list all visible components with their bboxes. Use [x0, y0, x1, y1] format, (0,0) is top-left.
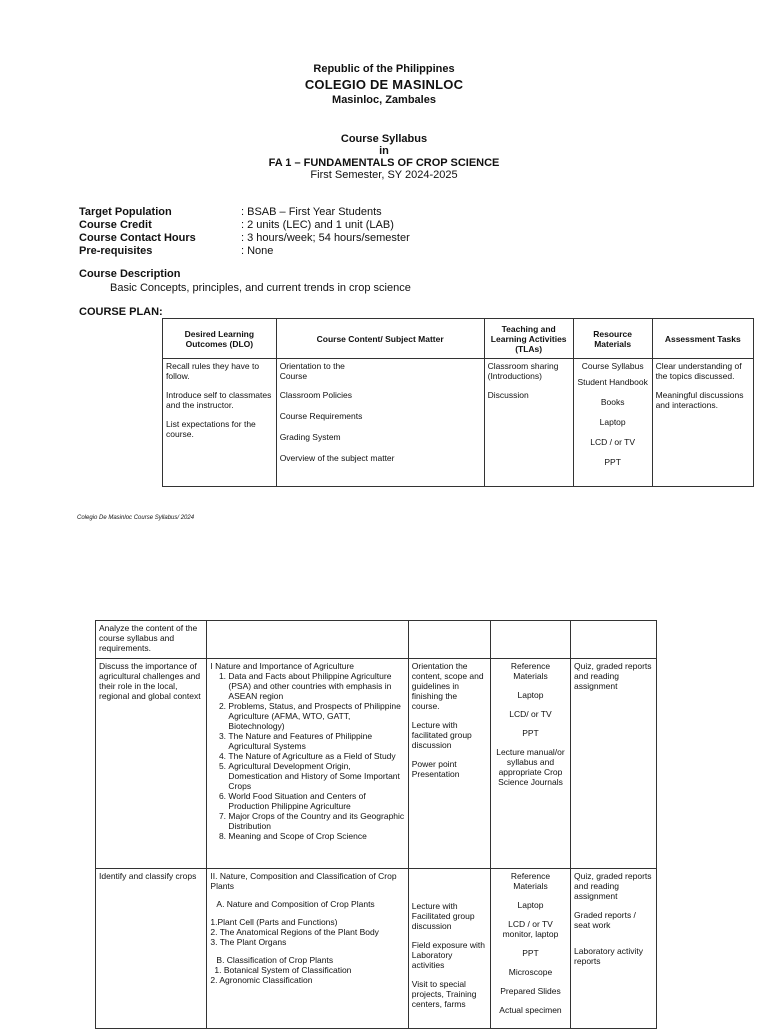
cell-resources — [490, 659, 570, 869]
cell-assessment: Quiz, graded reports and reading assignment — [571, 659, 657, 869]
assessment-item: Laboratory activity reports — [574, 946, 644, 966]
assessment-item: Clear understanding of the topics discussed. — [655, 361, 742, 381]
assessment-item: Meaningful discussions and interactions. — [655, 390, 744, 410]
resource-item: Actual specimen — [499, 1005, 562, 1015]
list-item: 6. World Food Situation and Centers of Production Philippine Agriculture — [228, 791, 404, 811]
cell-content — [207, 659, 408, 869]
list-item: 7. Major Crops of the Country and its Geographic Distribution — [228, 811, 404, 831]
syllabus-in: in — [379, 145, 389, 157]
table-header-row — [163, 319, 754, 359]
cell-dlo — [163, 359, 277, 487]
content-item: Orientation to the Course — [279, 361, 345, 381]
resource-item: Laptop — [599, 417, 626, 427]
cell-dlo: Discuss the importance of agricultural challenges and their role in the local, regional and global context — [96, 659, 207, 869]
resource-item: Student Handbook — [577, 377, 648, 387]
resource-item: LCD / or TV — [590, 437, 635, 447]
info-label: Course Credit — [79, 219, 152, 231]
course-title: FA 1 – FUNDAMENTALS OF CROP SCIENCE — [268, 157, 500, 169]
content-subheading: A. Nature and Composition of Crop Plants — [216, 899, 375, 909]
info-label: Target Population — [79, 206, 172, 218]
resource-item: Reference Materials — [510, 871, 551, 891]
content-item: Overview of the subject matter — [279, 453, 395, 463]
course-plan-table-continued — [95, 620, 657, 1029]
semester: First Semester, SY 2024-2025 — [310, 169, 458, 181]
resource-item: Reference Materials — [510, 661, 551, 681]
cell-tla — [408, 659, 490, 869]
republic-line: Republic of the Philippines — [313, 63, 455, 75]
table-row — [96, 621, 657, 659]
assessment-item: Graded reports / seat work — [574, 910, 636, 930]
list-item: 2. Agronomic Classification — [210, 975, 313, 985]
resource-item: Microscope — [508, 967, 553, 977]
assessment-item: Quiz, graded reports and reading assignment — [574, 871, 652, 901]
tla-item: Power point Presentation — [411, 759, 460, 779]
list-item: 1. Data and Facts about Philippine Agriculture (PSA) and other countries with emphasis in ASEAN region — [228, 671, 404, 701]
cell-tla — [408, 869, 490, 1029]
info-value: : None — [241, 245, 274, 257]
content-list — [210, 671, 404, 841]
tla-item: Orientation the content, scope and guidelines in finishing the course. — [411, 661, 484, 711]
dlo-item: Recall rules they have to follow. — [166, 361, 260, 381]
resource-item: Lecture manual/or syllabus and appropriate Crop Science Journals — [496, 747, 565, 787]
cell-assessment — [652, 359, 753, 487]
college-location: Masinloc, Zambales — [332, 94, 436, 106]
course-plan-heading: COURSE PLAN: — [79, 306, 163, 318]
tla-item: Classroom sharing (Introductions) — [487, 361, 559, 381]
dlo-item: List expectations for the course. — [166, 419, 256, 439]
resource-item: LCD/ or TV — [509, 709, 552, 719]
list-item: 4. The Nature of Agriculture as a Field of Study — [228, 751, 404, 761]
info-label: Pre-requisites — [79, 245, 153, 257]
syllabus-title: Course Syllabus — [340, 133, 428, 145]
list-item: 1.Plant Cell (Parts and Functions) — [210, 917, 338, 927]
resource-item: Course Syllabus — [581, 361, 644, 371]
tla-item: Discussion — [487, 390, 529, 400]
tla-item: Lecture with Facilitated group discussion — [411, 901, 475, 931]
cell-resources — [490, 621, 570, 659]
col-content: Course Content/ Subject Matter — [276, 319, 484, 359]
content-title: II. Nature, Composition and Classification of Crop Plants — [210, 871, 397, 891]
col-tla: Teaching and Learning Activities (TLAs) — [484, 319, 573, 359]
cell-resources — [490, 869, 570, 1029]
cell-tla — [408, 621, 490, 659]
resource-item: Laptop — [517, 690, 544, 700]
info-value: : BSAB – First Year Students — [241, 206, 382, 218]
page-footer: Colegio De Masinloc Course Syllabus/ 2024 — [77, 515, 195, 521]
col-resources: Resource Materials — [573, 319, 652, 359]
cell-content — [207, 869, 408, 1029]
resource-item: Books — [600, 397, 625, 407]
info-label: Course Contact Hours — [79, 232, 196, 244]
tla-item: Lecture with facilitated group discussion — [411, 720, 472, 750]
cell-dlo: Analyze the content of the course syllabus and requirements. — [96, 621, 207, 659]
cell-resources — [573, 359, 652, 487]
list-item: 3. The Nature and Features of Philippine Agricultural Systems — [228, 731, 404, 751]
resource-item: PPT — [522, 728, 539, 738]
description-text: Basic Concepts, principles, and current trends in crop science — [110, 282, 411, 294]
resource-item: PPT — [604, 457, 621, 467]
info-value: : 2 units (LEC) and 1 unit (LAB) — [241, 219, 394, 231]
resource-item: Laptop — [517, 900, 544, 910]
table-row — [96, 659, 657, 869]
cell-content — [276, 359, 484, 487]
cell-content — [207, 621, 408, 659]
col-assessment: Assessment Tasks — [652, 319, 753, 359]
content-title: I Nature and Importance of Agriculture — [210, 661, 355, 671]
tla-item: Field exposure with Laboratory activities — [411, 940, 485, 970]
resource-item: Prepared Slides — [500, 986, 561, 996]
col-dlo: Desired Learning Outcomes (DLO) — [163, 319, 277, 359]
content-subheading: B. Classification of Crop Plants — [216, 955, 334, 965]
info-value: : 3 hours/week; 54 hours/semester — [241, 232, 410, 244]
cell-tla — [484, 359, 573, 487]
content-item: Grading System — [279, 432, 341, 442]
table-row — [96, 869, 657, 1029]
resource-item: LCD / or TV monitor, laptop — [502, 919, 559, 939]
list-item: 8. Meaning and Scope of Crop Science — [228, 831, 404, 841]
cell-assessment — [571, 621, 657, 659]
tla-item: Visit to special projects, Training centers, farms — [411, 979, 477, 1009]
list-item: 2. Problems, Status, and Prospects of Philippine Agriculture (AFMA, WTO, GATT, Biotechnology) — [228, 701, 404, 731]
table-row — [163, 359, 754, 487]
content-item: Classroom Policies — [279, 390, 352, 400]
college-name: COLEGIO DE MASINLOC — [304, 77, 464, 92]
cell-dlo: Identify and classify crops — [96, 869, 207, 1029]
course-plan-table — [162, 318, 754, 487]
dlo-item: Introduce self to classmates and the instructor. — [166, 390, 272, 410]
description-heading: Course Description — [79, 268, 181, 280]
resource-item: PPT — [522, 948, 539, 958]
list-item: 3. The Plant Organs — [210, 937, 287, 947]
list-item: 1. Botanical System of Classification — [214, 965, 352, 975]
list-item: 2. The Anatomical Regions of the Plant Body — [210, 927, 379, 937]
cell-assessment — [571, 869, 657, 1029]
content-item: Course Requirements — [279, 411, 363, 421]
list-item: 5. Agricultural Development Origin, Domestication and History of Some Important Crops — [228, 761, 404, 791]
